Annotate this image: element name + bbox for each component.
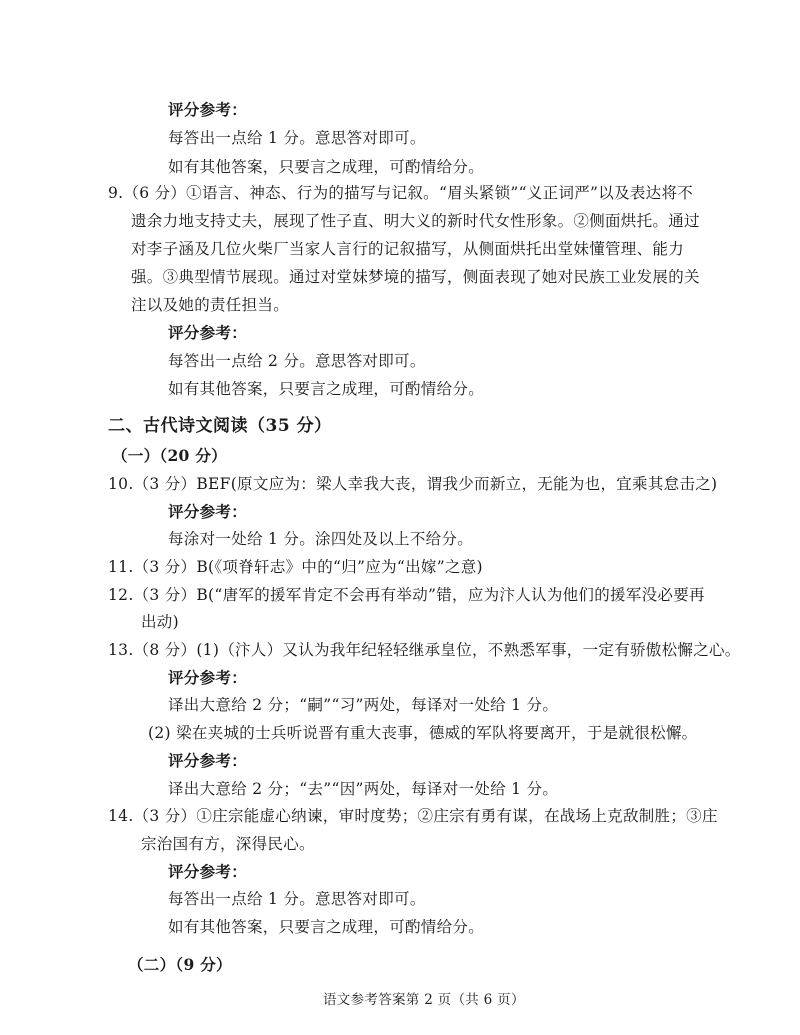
answer-9-line: 注以及她的责任担当。 — [131, 296, 290, 314]
answer-12-line: 出动) — [141, 613, 179, 631]
page-footer: 语文参考答案第 2 页（共 6 页） — [323, 992, 525, 1008]
answer-9-line: 9.（6 分）①语言、神态、行为的描写与记叙。“眉头紧锁”“义正词严”以及表达将不 — [108, 184, 694, 202]
scoring-reference-label: 评分参考： — [168, 502, 248, 521]
scoring-reference-label: 评分参考： — [168, 323, 248, 342]
scoring-note: 每答出一点给 2 分。意思答对即可。 — [168, 352, 426, 370]
scoring-note: 如有其他答案，只要言之成理，可酌情给分。 — [168, 918, 485, 936]
scoring-reference-label: 评分参考： — [168, 751, 248, 770]
answer-11-line: 11.（3 分）B(《项脊轩志》中的“归”应为“出嫁”之意) — [108, 558, 483, 576]
scoring-note: 每答出一点给 1 分。意思答对即可。 — [168, 890, 426, 908]
answer-9-line: 对李子涵及几位火柴厂当家人言行的记叙描写，从侧面烘托出堂妹懂管理、能力 — [131, 240, 685, 258]
answer-10-line: 10.（3 分）BEF(原文应为：梁人幸我大丧，谓我少而新立，无能为也，宜乘其怠击之) — [108, 475, 718, 493]
scoring-note: 每答出一点给 1 分。意思答对即可。 — [168, 129, 426, 147]
section-heading: 二、古代诗文阅读（35 分） — [108, 416, 332, 436]
scoring-note: 译出大意给 2 分；“嗣”“习”两处，每译对一处给 1 分。 — [168, 696, 559, 714]
scoring-reference-label: 评分参考： — [168, 862, 248, 881]
answer-13-line: (2) 梁在夹城的士兵听说晋有重大丧事，德威的军队将要离开，于是就很松懈。 — [148, 724, 698, 742]
answer-12-line: 12.（3 分）B(“唐军的援军肯定不会再有举动”错，应为汴人认为他们的援军没必要再 — [108, 586, 705, 604]
answer-14-line: 14.（3 分）①庄宗能虚心纳谏，审时度势；②庄宗有勇有谋，在战场上克敌制胜；③庄 — [108, 807, 718, 825]
subsection-heading: （一）（20 分） — [112, 446, 227, 465]
answer-9-line: 强。③典型情节展现。通过对堂妹梦境的描写，侧面表现了她对民族工业发展的关 — [131, 268, 700, 286]
scoring-note: 译出大意给 2 分；“去”“因”两处，每译对一处给 1 分。 — [168, 780, 559, 798]
scoring-reference-label: 评分参考： — [168, 100, 248, 119]
answer-9-line: 遗余力地支持丈夫，展现了性子直、明大义的新时代女性形象。②侧面烘托。通过 — [131, 212, 700, 230]
scoring-note: 每涂对一处给 1 分。涂四处及以上不给分。 — [168, 530, 474, 548]
scoring-reference-label: 评分参考： — [168, 668, 248, 687]
scoring-note: 如有其他答案，只要言之成理，可酌情给分。 — [168, 380, 485, 398]
answer-13-line: 13.（8 分）(1)（汴人）又认为我年纪轻轻继承皇位，不熟悉军事，一定有骄傲松懈之心。 — [108, 641, 741, 659]
answer-14-line: 宗治国有方，深得民心。 — [141, 835, 315, 853]
scoring-note: 如有其他答案，只要言之成理，可酌情给分。 — [168, 158, 485, 176]
subsection-heading: （二）（9 分） — [128, 955, 232, 974]
